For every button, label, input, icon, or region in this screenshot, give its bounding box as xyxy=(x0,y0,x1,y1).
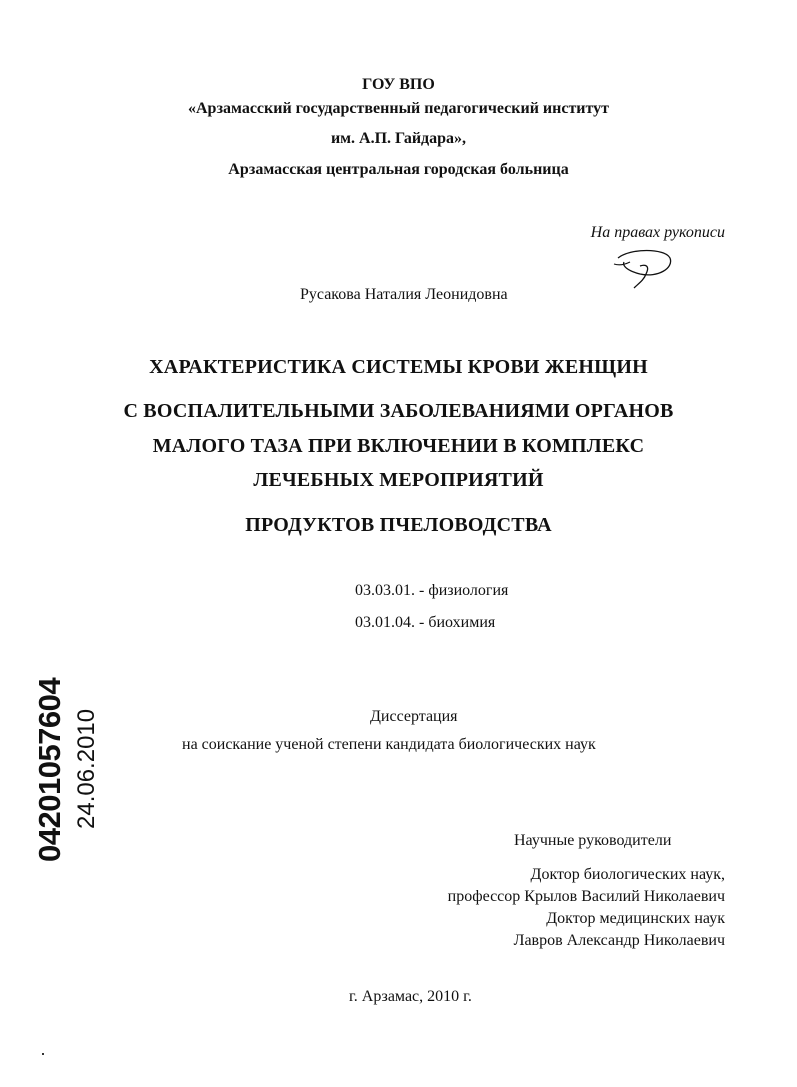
signature-image xyxy=(610,244,680,297)
supervisors-list xyxy=(448,864,725,952)
supervisors-heading: Научные руководители xyxy=(514,832,672,849)
institution-line-3: им. А.П. Гайдара», xyxy=(330,130,467,147)
title-line-5: ПРОДУКТОВ ПЧЕЛОВОДСТВА xyxy=(245,514,552,536)
manuscript-note: На правах рукописи xyxy=(590,224,725,241)
specialty-biochemistry: 03.01.04. - биохимия xyxy=(355,614,496,631)
scan-speck xyxy=(42,1053,44,1055)
supervisor-line: Доктор биологических наук, xyxy=(530,866,725,883)
institution-line-4: Арзамасская центральная городская больница xyxy=(228,161,569,178)
title-line-2: С ВОСПАЛИТЕЛЬНЫМИ ЗАБОЛЕВАНИЯМИ ОРГАНОВ xyxy=(123,400,674,422)
title-line-3: МАЛОГО ТАЗА ПРИ ВКЛЮЧЕНИИ В КОМПЛЕКС xyxy=(152,435,645,457)
dissertation-purpose: на соискание ученой степени кандидата биологических наук xyxy=(182,736,596,753)
library-stamp-date: 24.06.2010 xyxy=(73,708,100,829)
author-name: Русакова Наталия Леонидовна xyxy=(300,286,508,303)
supervisor-line: Лавров Александр Николаевич xyxy=(513,932,725,949)
city-year: г. Арзамас, 2010 г. xyxy=(349,988,472,1005)
title-line-4: ЛЕЧЕБНЫХ МЕРОПРИЯТИЙ xyxy=(253,469,544,491)
supervisor-line: Доктор медицинских наук xyxy=(546,910,725,927)
title-line-1: ХАРАКТЕРИСТИКА СИСТЕМЫ КРОВИ ЖЕНЩИН xyxy=(149,356,648,378)
supervisor-line: профессор Крылов Василий Николаевич xyxy=(447,888,725,905)
institution-line-2: «Арзамасский государственный педагогический институт xyxy=(187,100,610,117)
specialty-physiology: 03.03.01. - физиология xyxy=(355,582,509,599)
dissertation-label: Диссертация xyxy=(370,708,458,725)
institution-line-1: ГОУ ВПО xyxy=(362,76,435,93)
library-stamp-code: 04201057604 xyxy=(32,677,67,862)
